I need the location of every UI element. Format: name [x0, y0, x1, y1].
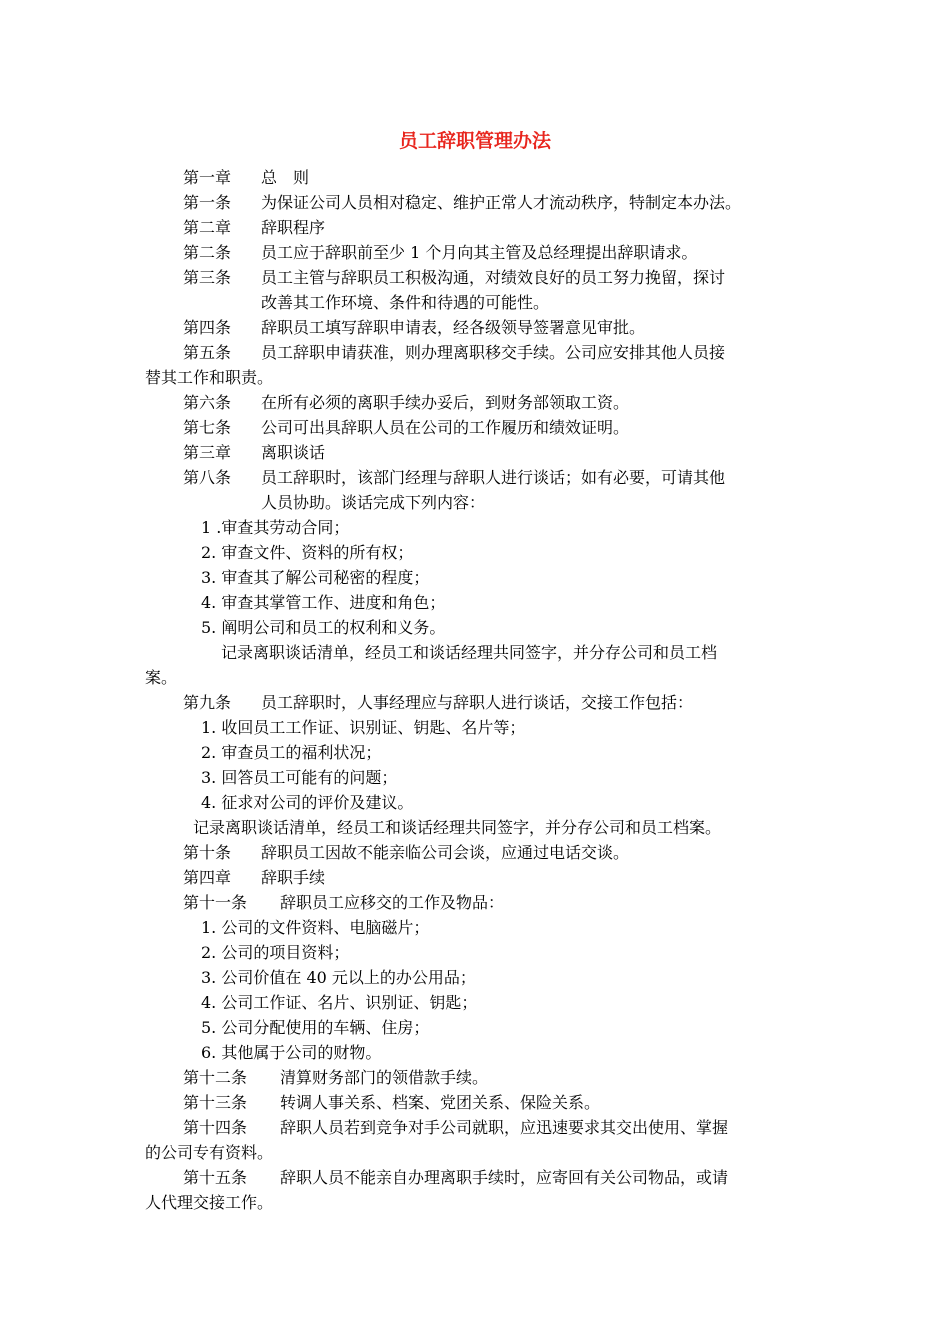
list-item: 1. 公司的文件资料、电脑磁片；	[201, 918, 430, 937]
article-line	[183, 266, 725, 290]
list-item: 5. 阐明公司和员工的权利和义务。	[201, 618, 446, 637]
chapter-line	[183, 441, 325, 465]
article-label: 第十五条	[183, 1168, 248, 1187]
list-item: 2. 审查文件、资料的所有权；	[201, 543, 414, 562]
article-label: 第四条	[183, 318, 232, 337]
list-item: 4. 征求对公司的评价及建议。	[201, 793, 414, 812]
article-continuation: 人员协助。谈话完成下列内容：	[261, 493, 486, 512]
chapter-text: 离职谈话	[261, 443, 326, 462]
article-line	[183, 841, 629, 865]
article-text: 辞职人员若到竞争对手公司就职，应迅速要求其交出使用、掌握	[280, 1118, 729, 1137]
article-label: 第三条	[183, 268, 232, 287]
article-label: 第七条	[183, 418, 232, 437]
article-line	[183, 241, 697, 265]
article-label: 第八条	[183, 468, 232, 487]
paragraph-continuation: 案。	[145, 668, 178, 687]
article-line	[183, 466, 725, 490]
article-text: 转调人事关系、档案、党团关系、保险关系。	[280, 1093, 601, 1112]
document-title: 员工辞职管理办法	[398, 130, 551, 152]
article-continuation: 替其工作和职责。	[145, 368, 274, 387]
article-label: 第十一条	[183, 893, 248, 912]
article-text: 辞职员工填写辞职申请表，经各级领导签署意见审批。	[261, 318, 646, 337]
article-label: 第五条	[183, 343, 232, 362]
article-label: 第十条	[183, 843, 232, 862]
chapter-label: 第一章	[183, 168, 232, 187]
article-line	[183, 416, 629, 440]
article-line	[183, 891, 504, 915]
article-line	[183, 191, 741, 215]
article-label: 第十三条	[183, 1093, 248, 1112]
list-item: 2. 公司的项目资料；	[201, 943, 350, 962]
list-item: 4. 审查其掌管工作、进度和角色；	[201, 593, 446, 612]
article-line	[183, 691, 693, 715]
list-item: 5. 公司分配使用的车辆、住房；	[201, 1018, 430, 1037]
article-text: 辞职人员不能亲自办理离职手续时，应寄回有关公司物品，或请	[280, 1168, 729, 1187]
article-text: 为保证公司人员相对稳定、维护正常人才流动秩序，特制定本办法。	[261, 193, 742, 212]
article-text: 员工辞职时，人事经理应与辞职人进行谈话，交接工作包括：	[261, 693, 694, 712]
article-continuation: 改善其工作环境、条件和待遇的可能性。	[261, 293, 550, 312]
article-text: 员工应于辞职前至少 1 个月向其主管及总经理提出辞职请求。	[261, 243, 698, 262]
article-label: 第九条	[183, 693, 232, 712]
article-line	[183, 1066, 488, 1090]
article-line	[183, 1091, 600, 1115]
article-text: 员工辞职时，该部门经理与辞职人进行谈话；如有必要，可请其他	[261, 468, 726, 487]
article-line	[183, 1166, 728, 1190]
article-text: 员工主管与辞职员工积极沟通，对绩效良好的员工努力挽留，探讨	[261, 268, 726, 287]
list-item: 1. 收回员工工作证、识别证、钥匙、名片等；	[201, 718, 526, 737]
article-text: 在所有必须的离职手续办妥后，到财务部领取工资。	[261, 393, 630, 412]
article-label: 第二条	[183, 243, 232, 262]
paragraph-line: 记录离职谈话清单，经员工和谈话经理共同签字，并分存公司和员工档案。	[193, 818, 722, 837]
article-line	[183, 341, 725, 365]
list-item: 3. 公司价值在 40 元以上的办公用品；	[201, 968, 476, 987]
article-continuation: 人代理交接工作。	[145, 1193, 274, 1212]
chapter-text: 总 则	[261, 168, 310, 187]
article-text: 清算财务部门的领借款手续。	[280, 1068, 489, 1087]
chapter-label: 第三章	[183, 443, 232, 462]
list-item: 1 .审查其劳动合同；	[201, 518, 350, 537]
chapter-line	[183, 866, 325, 890]
paragraph-line: 记录离职谈话清单，经员工和谈话经理共同签字，并分存公司和员工档	[221, 643, 718, 662]
list-item: 4. 公司工作证、名片、识别证、钥匙；	[201, 993, 478, 1012]
article-label: 第六条	[183, 393, 232, 412]
chapter-label: 第四章	[183, 868, 232, 887]
article-line	[183, 316, 645, 340]
article-line	[183, 391, 629, 415]
article-continuation: 的公司专有资料。	[145, 1143, 274, 1162]
chapter-text: 辞职程序	[261, 218, 326, 237]
list-item: 3. 回答员工可能有的问题；	[201, 768, 398, 787]
article-text: 辞职员工因故不能亲临公司会谈，应通过电话交谈。	[261, 843, 630, 862]
chapter-line	[183, 166, 309, 190]
list-item: 6. 其他属于公司的财物。	[201, 1043, 382, 1062]
chapter-text: 辞职手续	[261, 868, 326, 887]
article-text: 公司可出具辞职人员在公司的工作履历和绩效证明。	[261, 418, 630, 437]
list-item: 3. 审查其了解公司秘密的程度；	[201, 568, 430, 587]
article-line	[183, 1116, 728, 1140]
chapter-line	[183, 216, 325, 240]
chapter-label: 第二章	[183, 218, 232, 237]
list-item: 2. 审查员工的福利状况；	[201, 743, 382, 762]
article-label: 第十二条	[183, 1068, 248, 1087]
article-label: 第十四条	[183, 1118, 248, 1137]
article-text: 辞职员工应移交的工作及物品：	[280, 893, 505, 912]
article-text: 员工辞职申请获准，则办理离职移交手续。公司应安排其他人员接	[261, 343, 726, 362]
article-label: 第一条	[183, 193, 232, 212]
